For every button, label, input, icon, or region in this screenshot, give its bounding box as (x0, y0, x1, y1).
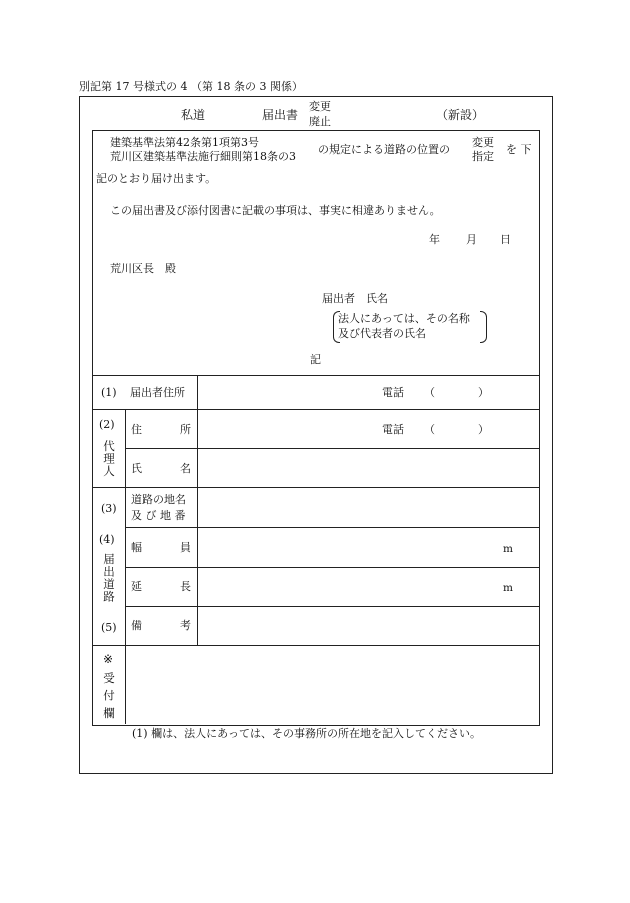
law-continue: 記のとおり届け出ます。 (96, 172, 217, 185)
road-width-b: 員 (180, 541, 191, 554)
row2-paren-open: （ (424, 423, 435, 436)
row2-name-label (131, 462, 191, 475)
date-day: 日 (500, 233, 511, 246)
road-note-b: 考 (180, 619, 191, 632)
row1-phone-label: 電話 (382, 386, 404, 399)
title-doc: 届出書 (262, 108, 299, 122)
applicant-label: 届出者 氏名 (322, 292, 388, 305)
reception-mark: ※ (103, 652, 114, 666)
ki-mark: 記 (310, 353, 321, 366)
title-road: 私道 (181, 108, 206, 122)
row5-number: (5) (101, 621, 117, 634)
applicant-note-2: 及び代表者の氏名 (338, 327, 426, 340)
road-note-a: 備 (131, 619, 142, 632)
road-length-field[interactable] (198, 568, 498, 606)
row4-number: (4) (99, 533, 115, 546)
row2-address-b: 所 (180, 423, 191, 436)
row1-number: (1) (101, 386, 117, 399)
row2-paren-close: ） (478, 423, 489, 436)
row1-paren-open: （ (424, 386, 435, 399)
road-length-b: 長 (180, 580, 191, 593)
table-col-left (125, 409, 126, 724)
applicant-paren-right (480, 311, 487, 343)
title-option-abolish: 廃止 (309, 115, 331, 128)
row2-group-label: 代理人 (102, 440, 116, 478)
law-option-designate: 指定 (472, 150, 494, 163)
road-length-label (131, 580, 191, 593)
applicant-note-1: 法人にあっては、その名称 (338, 312, 470, 325)
date-month: 月 (466, 233, 477, 246)
row1-address-field[interactable] (198, 376, 538, 409)
road-location-label-1: 道路の地名 (131, 493, 186, 506)
law-option-change: 変更 (472, 136, 494, 149)
row2-name-a: 氏 (131, 462, 142, 475)
form-caption: 別記第 17 号様式の 4 （第 18 条の 3 関係） (79, 80, 303, 93)
road-location-label-2: 及 び 地 番 (131, 509, 186, 522)
law-middle: の規定による道路の位置の (318, 143, 450, 156)
road-width-unit: m (503, 543, 513, 555)
row1-paren-close: ） (478, 386, 489, 399)
addressee: 荒川区長 殿 (110, 262, 176, 275)
road-length-a: 延 (131, 580, 142, 593)
row3-number: (3) (101, 502, 117, 515)
road-note-field[interactable] (198, 607, 538, 645)
road-length-unit: m (503, 582, 513, 594)
row2-number: (2) (99, 418, 115, 431)
road-width-a: 幅 (131, 541, 142, 554)
title-option-change: 変更 (309, 100, 331, 113)
declaration: この届出書及び添付図書に記載の事項は、事実に相違ありません。 (110, 204, 441, 217)
table-line-r5 (92, 645, 539, 646)
road-note-label (131, 619, 191, 632)
road-width-field[interactable] (198, 528, 498, 567)
footnote: (1) 欄は、法人にあっては、その事務所の所在地を記入してください。 (132, 727, 481, 740)
road-location-field[interactable] (198, 488, 538, 527)
law-tail: を 下 (506, 143, 532, 156)
row2-address-field[interactable] (198, 410, 538, 448)
title-new: （新設） (436, 108, 485, 122)
road-group-label: 届出道路 (102, 553, 116, 603)
row2-phone-label: 電話 (382, 423, 404, 436)
law-line-2: 荒川区建築基準法施行細則第18条の3 (110, 150, 296, 163)
row1-label: 届出者住所 (130, 386, 185, 399)
date-year: 年 (429, 233, 440, 246)
law-line-1: 建築基準法第42条第1項第3号 (110, 136, 259, 149)
row2-address-a: 住 (131, 423, 142, 436)
row2-name-b: 名 (180, 462, 191, 475)
row2-name-field[interactable] (198, 449, 538, 487)
reception-label: 受付欄 (102, 672, 116, 725)
road-width-label (131, 541, 191, 554)
row2-address-label (131, 423, 191, 436)
